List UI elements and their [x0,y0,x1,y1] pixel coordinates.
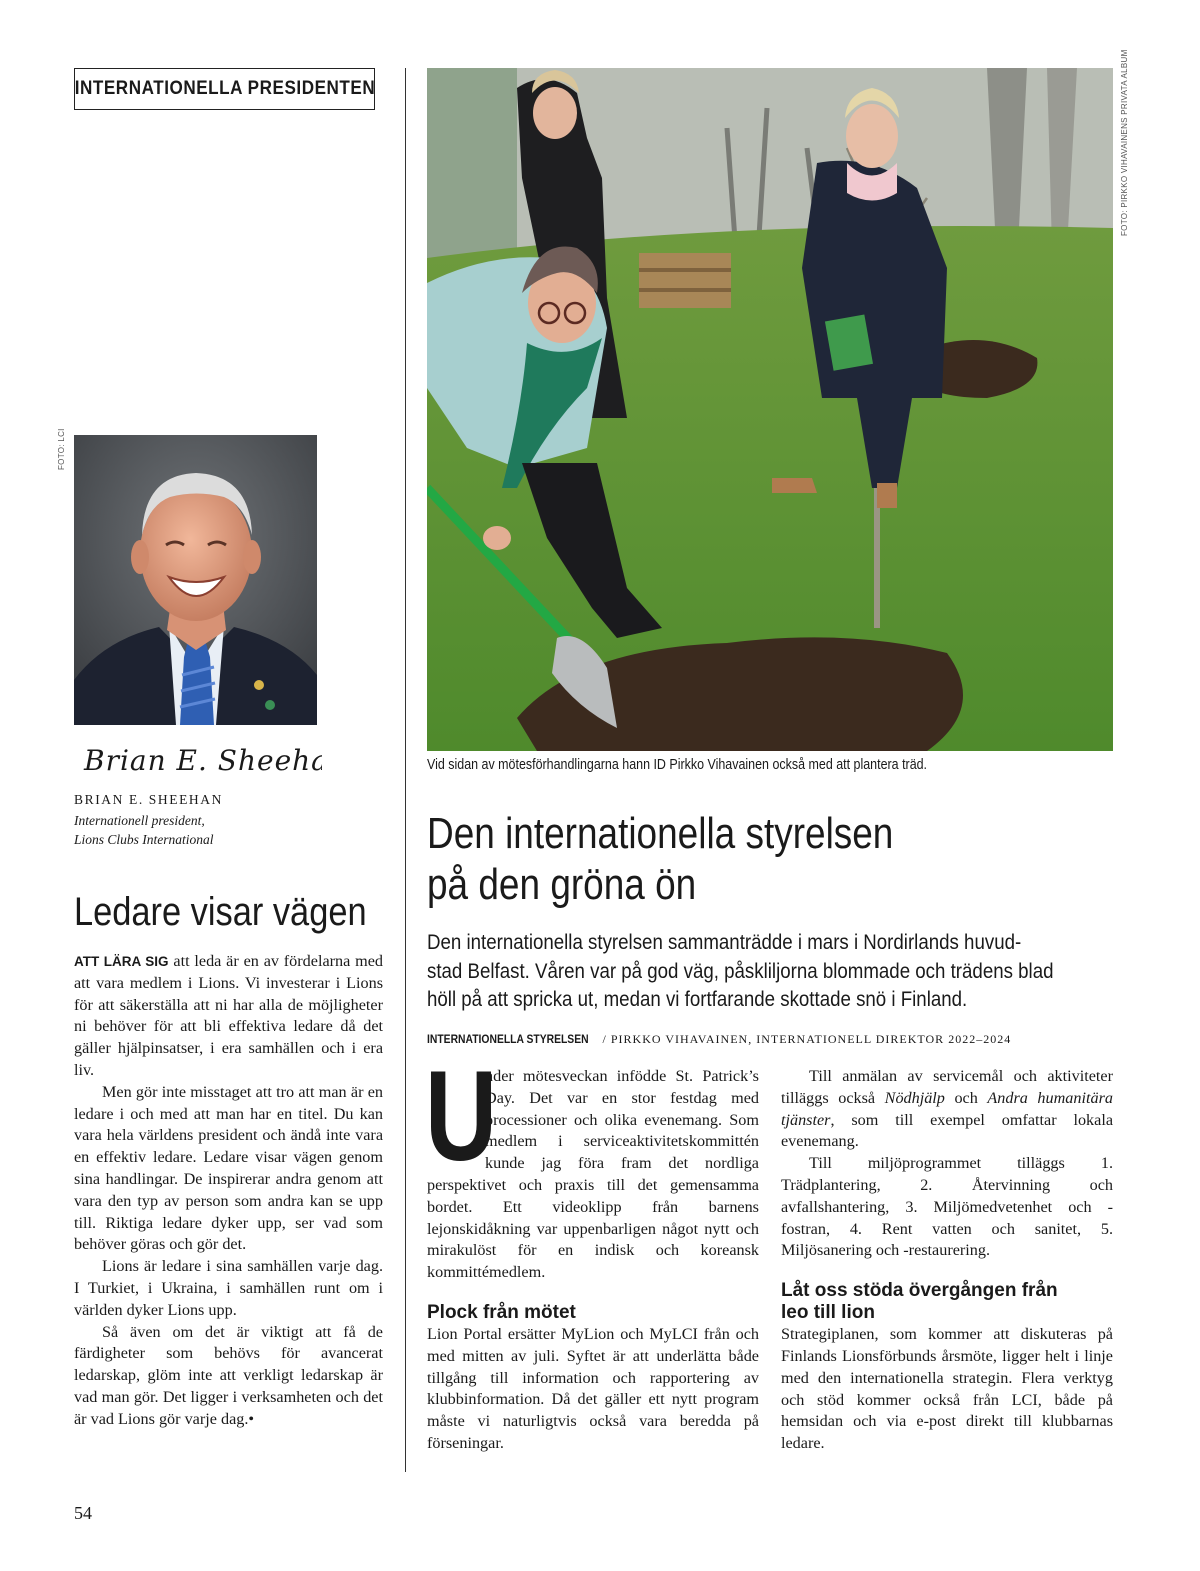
main-paragraph-1-text: nder mötesveckan infödde St. Patrick’s Day. Det var en stor festdag med processioner och olika evenemang. Som medlem i serviceaktivitetskommittén kunde jag föra fram det nordliga perspektivet och praxis till det gemensamma bordet. Ett videoklipp från barnens lejonskidåkning var uppenbarligen något nytt och mirakulöst för en indisk och koreansk kommittémedlem. [427,1067,759,1282]
president-title: Internationell president, [74,813,205,828]
end-mark: • [248,1409,255,1428]
left-paragraph-4 [74,1322,383,1431]
main-article-column-1 [425,1045,759,1455]
main-headline [427,808,998,910]
portrait-credit: FOTO: LCI [57,428,66,470]
byline [427,1030,1011,1048]
runin-lead: ATT LÄRA SIG [74,954,169,969]
left-article-body [74,951,383,1431]
page-number: 54 [74,1503,92,1523]
tree-planting-photo [427,68,1113,751]
main-headline-line-1: Den internationella styrelsen [427,809,894,858]
main-paragraph-2: Lion Portal ersätter MyLion och MyLCI från och med mitten av juli. Syftet är att underlätta både tillgång till information och rapportering av klubbinformation. Då det gäller ett nytt program måste vi naturligtvis också vara beredda på förseningar. [427,1324,759,1452]
main-lede [427,929,1103,1015]
left-article-headline: Ledare visar vägen [74,890,367,934]
main-paragraph-5: Strategiplanen, som kommer att diskuteras på Finlands Lionsförbunds årsmöte, ligger helt i linje med den internationella strategin. Flera verktyg och stöd kommer också från LCI, både på hemsidan och via e-post direkt till klubbarnas ledare. [781,1325,1113,1453]
p3-text-b: och [944,1088,988,1107]
drop-cap: U [425,1045,498,1188]
p3-emphasis-1: Nödhjälp [884,1088,945,1107]
section-tag-label: INTERNATIONELLA PRESIDENTEN [74,78,375,99]
president-signature [82,740,322,780]
left-paragraph-1-text: att leda är en av fördelarna med att vara medlem i Lions. Vi investerar i Lions för att säkerställa att ni har alla de möjligheter ni behöver för att bli effektiva ledare då det gäller hjälpinsatser, i era samhällen och i era liv. [74,952,383,1079]
photo-caption: Vid sidan av mötesförhandlingarna hann ID Pirkko Vihavainen också med att plantera träd. [427,757,928,773]
section-tag [74,68,375,110]
main-paragraph-3 [781,1066,1113,1153]
main-paragraph-1 [425,1045,759,1284]
main-headline-line-2: på den gröna ön [427,860,697,909]
photo-credit: FOTO: PIRKKO VIHAVAINENS PRIVATA ALBUM [1120,49,1129,236]
p3-text-c: , som till exempel omfattar lokala evenemang. [781,1110,1113,1151]
column-divider [405,68,406,1472]
svg-text:Brian E. Sheehan: Brian E. Sheehan [84,744,322,777]
p3-text-a: Till anmälan av servicemål och aktiviteter tilläggs också [781,1067,1113,1107]
p3-emphasis-2: Andra humanitära tjänster [781,1088,1113,1129]
lede-line-3: höll på att spricka ut, medan vi fortfarande skottade snö i Finland. [427,988,968,1011]
main-paragraph-4: Till miljöprogrammet tilläggs 1. Trädplantering, 2. Återvinning och avfallshantering, 3. Miljömedvetenhet och -fostran, 4. Rent vatten och sanitet, 5. Miljösanering och -restaurering. [781,1154,1113,1260]
left-paragraph-2: Men gör inte misstaget att tro att man är en ledare i och med att man har en titel. Du kan vara hela världens president och ändå inte vara en effektiv ledare. Ledare visar vägen genom sina handlingar. De inspirerar andra genom att vara den typ av person som andra kan se upp till. Riktiga ledare dyker upp, ser vad som behöver göras och gör det. [74,1082,383,1254]
president-portrait [74,435,317,725]
left-paragraph-1 [74,951,383,1082]
byline-section: INTERNATIONELLA STYRELSEN [427,1034,589,1046]
subhead-leo-lion: Låt oss stöda övergången från leo till lion [781,1280,1058,1324]
left-paragraph-4-text: Så även om det är viktigt att få de färdigheter som behövs för avancerat ledarskap, glöm inte att verkligt ledarskap är vad man gör. Det ligger i verksamheten och det är vad Lions gör varje dag. [74,1322,383,1428]
president-name: BRIAN E. SHEEHAN [74,792,223,807]
left-paragraph-3: Lions är ledare i sina samhällen varje dag. I Turkiet, i Ukraina, i samhällen runt om i världen dyker Lions upp. [74,1257,383,1319]
main-article-column-2 [781,1066,1113,1455]
lede-line-2: stad Belfast. Våren var på god väg, påskliljorna blommade och trädens blad [427,959,1054,983]
lede-line-1: Den internationella styrelsen sammanträdde i mars i Nordirlands huvud- [427,931,1022,954]
byline-author: / PIRKKO VIHAVAINEN, INTERNATIONELL DIREKTOR 2022–2024 [598,1032,1012,1046]
subhead-plock: Plock från mötet [427,1301,576,1323]
president-organization: Lions Clubs International [74,832,214,847]
